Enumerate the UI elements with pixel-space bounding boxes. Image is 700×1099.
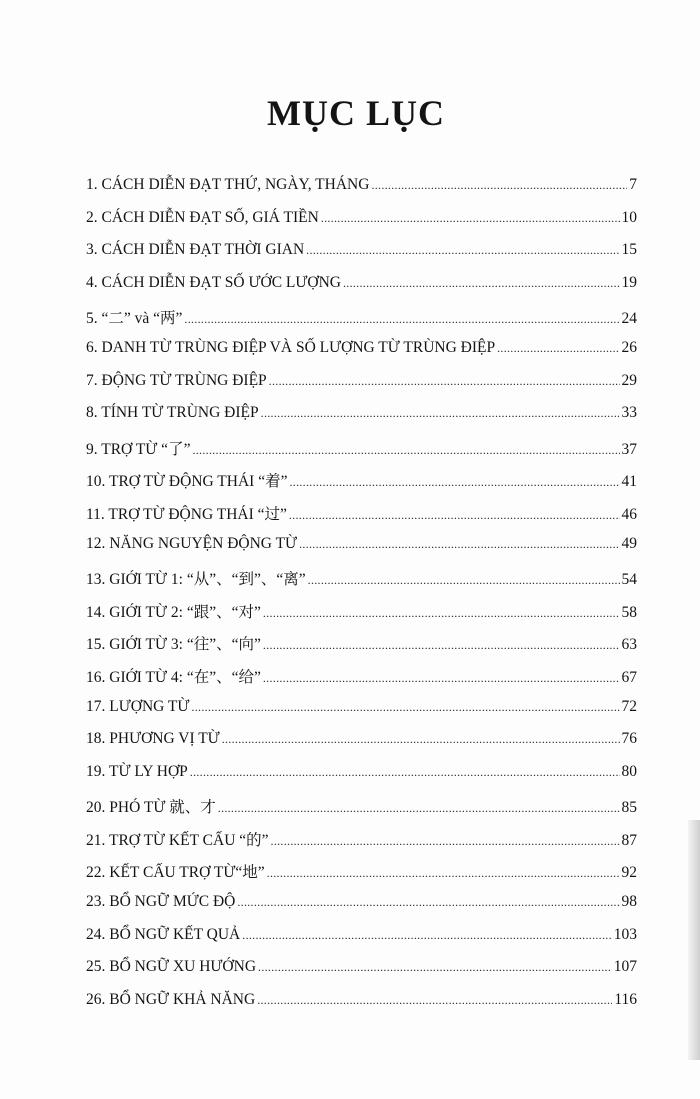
toc-entry-title: 22. KẾT CẤU TRỢ TỪ“地” [86,864,265,882]
dot-leader [371,178,627,193]
toc-entry [86,502,637,535]
toc-entry-title: 23. BỔ NGỮ MỨC ĐỘ [86,893,236,911]
toc-page-number: 19 [621,273,637,291]
toc-entry-title: 7. ĐỘNG TỪ TRÙNG ĐIỆP [86,371,267,389]
table-of-contents [86,176,637,1023]
toc-entry-title: 24. BỔ NGỮ KẾT QUẢ [86,925,241,943]
dot-leader [497,341,619,356]
dot-leader [190,765,620,780]
toc-page-number: 116 [614,990,637,1008]
toc-entry [86,241,637,274]
dot-leader [258,960,612,975]
toc-entry [86,372,637,405]
toc-page-number: 103 [613,925,637,943]
dot-leader [306,243,619,258]
toc-entry [86,893,637,926]
toc-entry [86,665,637,698]
toc-page-number: 49 [621,534,637,552]
toc-page-number: 63 [621,636,637,654]
dot-leader [271,834,620,849]
toc-entry-title: 1. CÁCH DIỄN ĐẠT THỨ, NGÀY, THÁNG [86,176,370,193]
toc-entry-title: 26. BỔ NGỮ KHẢ NĂNG [86,990,256,1008]
toc-entry-title: 10. TRỢ TỪ ĐỘNG THÁI “着” [86,473,288,491]
toc-page-number: 85 [621,799,637,817]
toc-entry [86,926,637,959]
toc-entry [86,404,637,437]
toc-page-number: 107 [613,958,637,976]
dot-leader [242,928,611,943]
dot-leader [263,638,620,653]
toc-entry [86,958,637,991]
toc-entry [86,860,637,893]
dot-leader [269,374,620,389]
toc-entry-title: 5. “二” và “两” [86,310,183,328]
toc-entry [86,209,637,242]
toc-entry-title: 18. PHƯƠNG VỊ TỪ [86,730,220,748]
toc-entry [86,698,637,731]
page-title: MỤC LỤC [267,93,445,133]
toc-page-number: 29 [621,371,637,389]
toc-entry-title: 11. TRỢ TỪ ĐỘNG THÁI “过” [86,505,287,523]
dot-leader [299,537,619,552]
toc-entry-title: 19. TỪ LY HỢP [86,762,188,780]
toc-page-number: 54 [621,571,637,589]
toc-page-number: 37 [621,440,637,458]
dot-leader [218,801,620,816]
toc-entry-title: 16. GIỚI TỪ 4: “在”、“给” [86,668,261,686]
dot-leader [257,993,612,1008]
toc-entry [86,535,637,568]
toc-entry-title: 15. GIỚI TỪ 3: “往”、“向” [86,636,261,654]
toc-page-number: 15 [621,241,637,259]
dot-leader [343,276,620,291]
toc-entry [86,795,637,828]
toc-entry [86,763,637,796]
toc-entry [86,339,637,372]
dot-leader [191,700,619,715]
toc-page-number: 46 [621,505,637,523]
toc-entry [86,469,637,502]
toc-entry-title: 8. TÍNH TỪ TRÙNG ĐIỆP [86,404,259,422]
toc-page-number: 10 [621,208,637,226]
dot-leader [289,475,619,490]
toc-entry-title: 3. CÁCH DIỄN ĐẠT THỜI GIAN [86,241,305,259]
toc-entry-title: 14. GIỚI TỪ 2: “跟”、“对” [86,603,261,621]
toc-entry [86,600,637,633]
toc-entry [86,730,637,763]
toc-entry [86,567,637,600]
toc-entry [86,274,637,307]
toc-entry-title: 20. PHÓ TỪ 就、才 [86,799,216,817]
toc-entry [86,306,637,339]
toc-entry-title: 13. GIỚI TỪ 1: “从”、“到”、“离” [86,571,306,589]
toc-page-number: 7 [629,176,637,193]
toc-entry-title: 2. CÁCH DIỄN ĐẠT SỐ, GIÁ TIỀN [86,208,319,226]
dot-leader [263,606,620,621]
toc-entry-title: 6. DANH TỪ TRÙNG ĐIỆP VÀ SỐ LƯỢNG TỪ TRÙNG ĐIỆP [86,338,496,356]
toc-entry-title: 17. LƯỢNG TỪ [86,697,190,715]
toc-page-number: 92 [621,864,637,882]
toc-entry-title: 9. TRỢ TỪ “了” [86,440,191,458]
toc-page-number: 87 [621,831,637,849]
toc-entry [86,828,637,861]
dot-leader [184,312,619,327]
toc-entry-title: 25. BỔ NGỮ XU HƯỚNG [86,958,257,976]
toc-entry [86,176,637,209]
dot-leader [192,443,619,458]
toc-entry-title: 21. TRỢ TỪ KẾT CẤU “的” [86,831,269,849]
toc-page-number: 41 [621,473,637,491]
toc-page-number: 76 [621,730,637,748]
toc-page-number: 72 [621,697,637,715]
dot-leader [261,406,620,421]
toc-entry [86,632,637,665]
toc-entry-title: 12. NĂNG NGUYỆN ĐỘNG TỪ [86,534,298,552]
toc-page-number: 26 [621,338,637,356]
dot-leader [263,671,620,686]
toc-page-number: 58 [621,603,637,621]
toc-page-number: 98 [621,893,637,911]
dot-leader [237,895,619,910]
toc-entry-title: 4. CÁCH DIỄN ĐẠT SỐ ƯỚC LƯỢNG [86,273,341,291]
dot-leader [289,508,620,523]
dot-leader [222,732,620,747]
toc-page-number: 24 [621,310,637,328]
toc-entry [86,437,637,470]
toc-page-number: 67 [621,668,637,686]
toc-page-number: 80 [621,762,637,780]
page-edge-shadow [688,820,700,1060]
toc-entry [86,991,637,1024]
toc-page-number: 33 [621,404,637,422]
dot-leader [267,866,620,881]
dot-leader [308,573,620,588]
dot-leader [321,211,620,226]
